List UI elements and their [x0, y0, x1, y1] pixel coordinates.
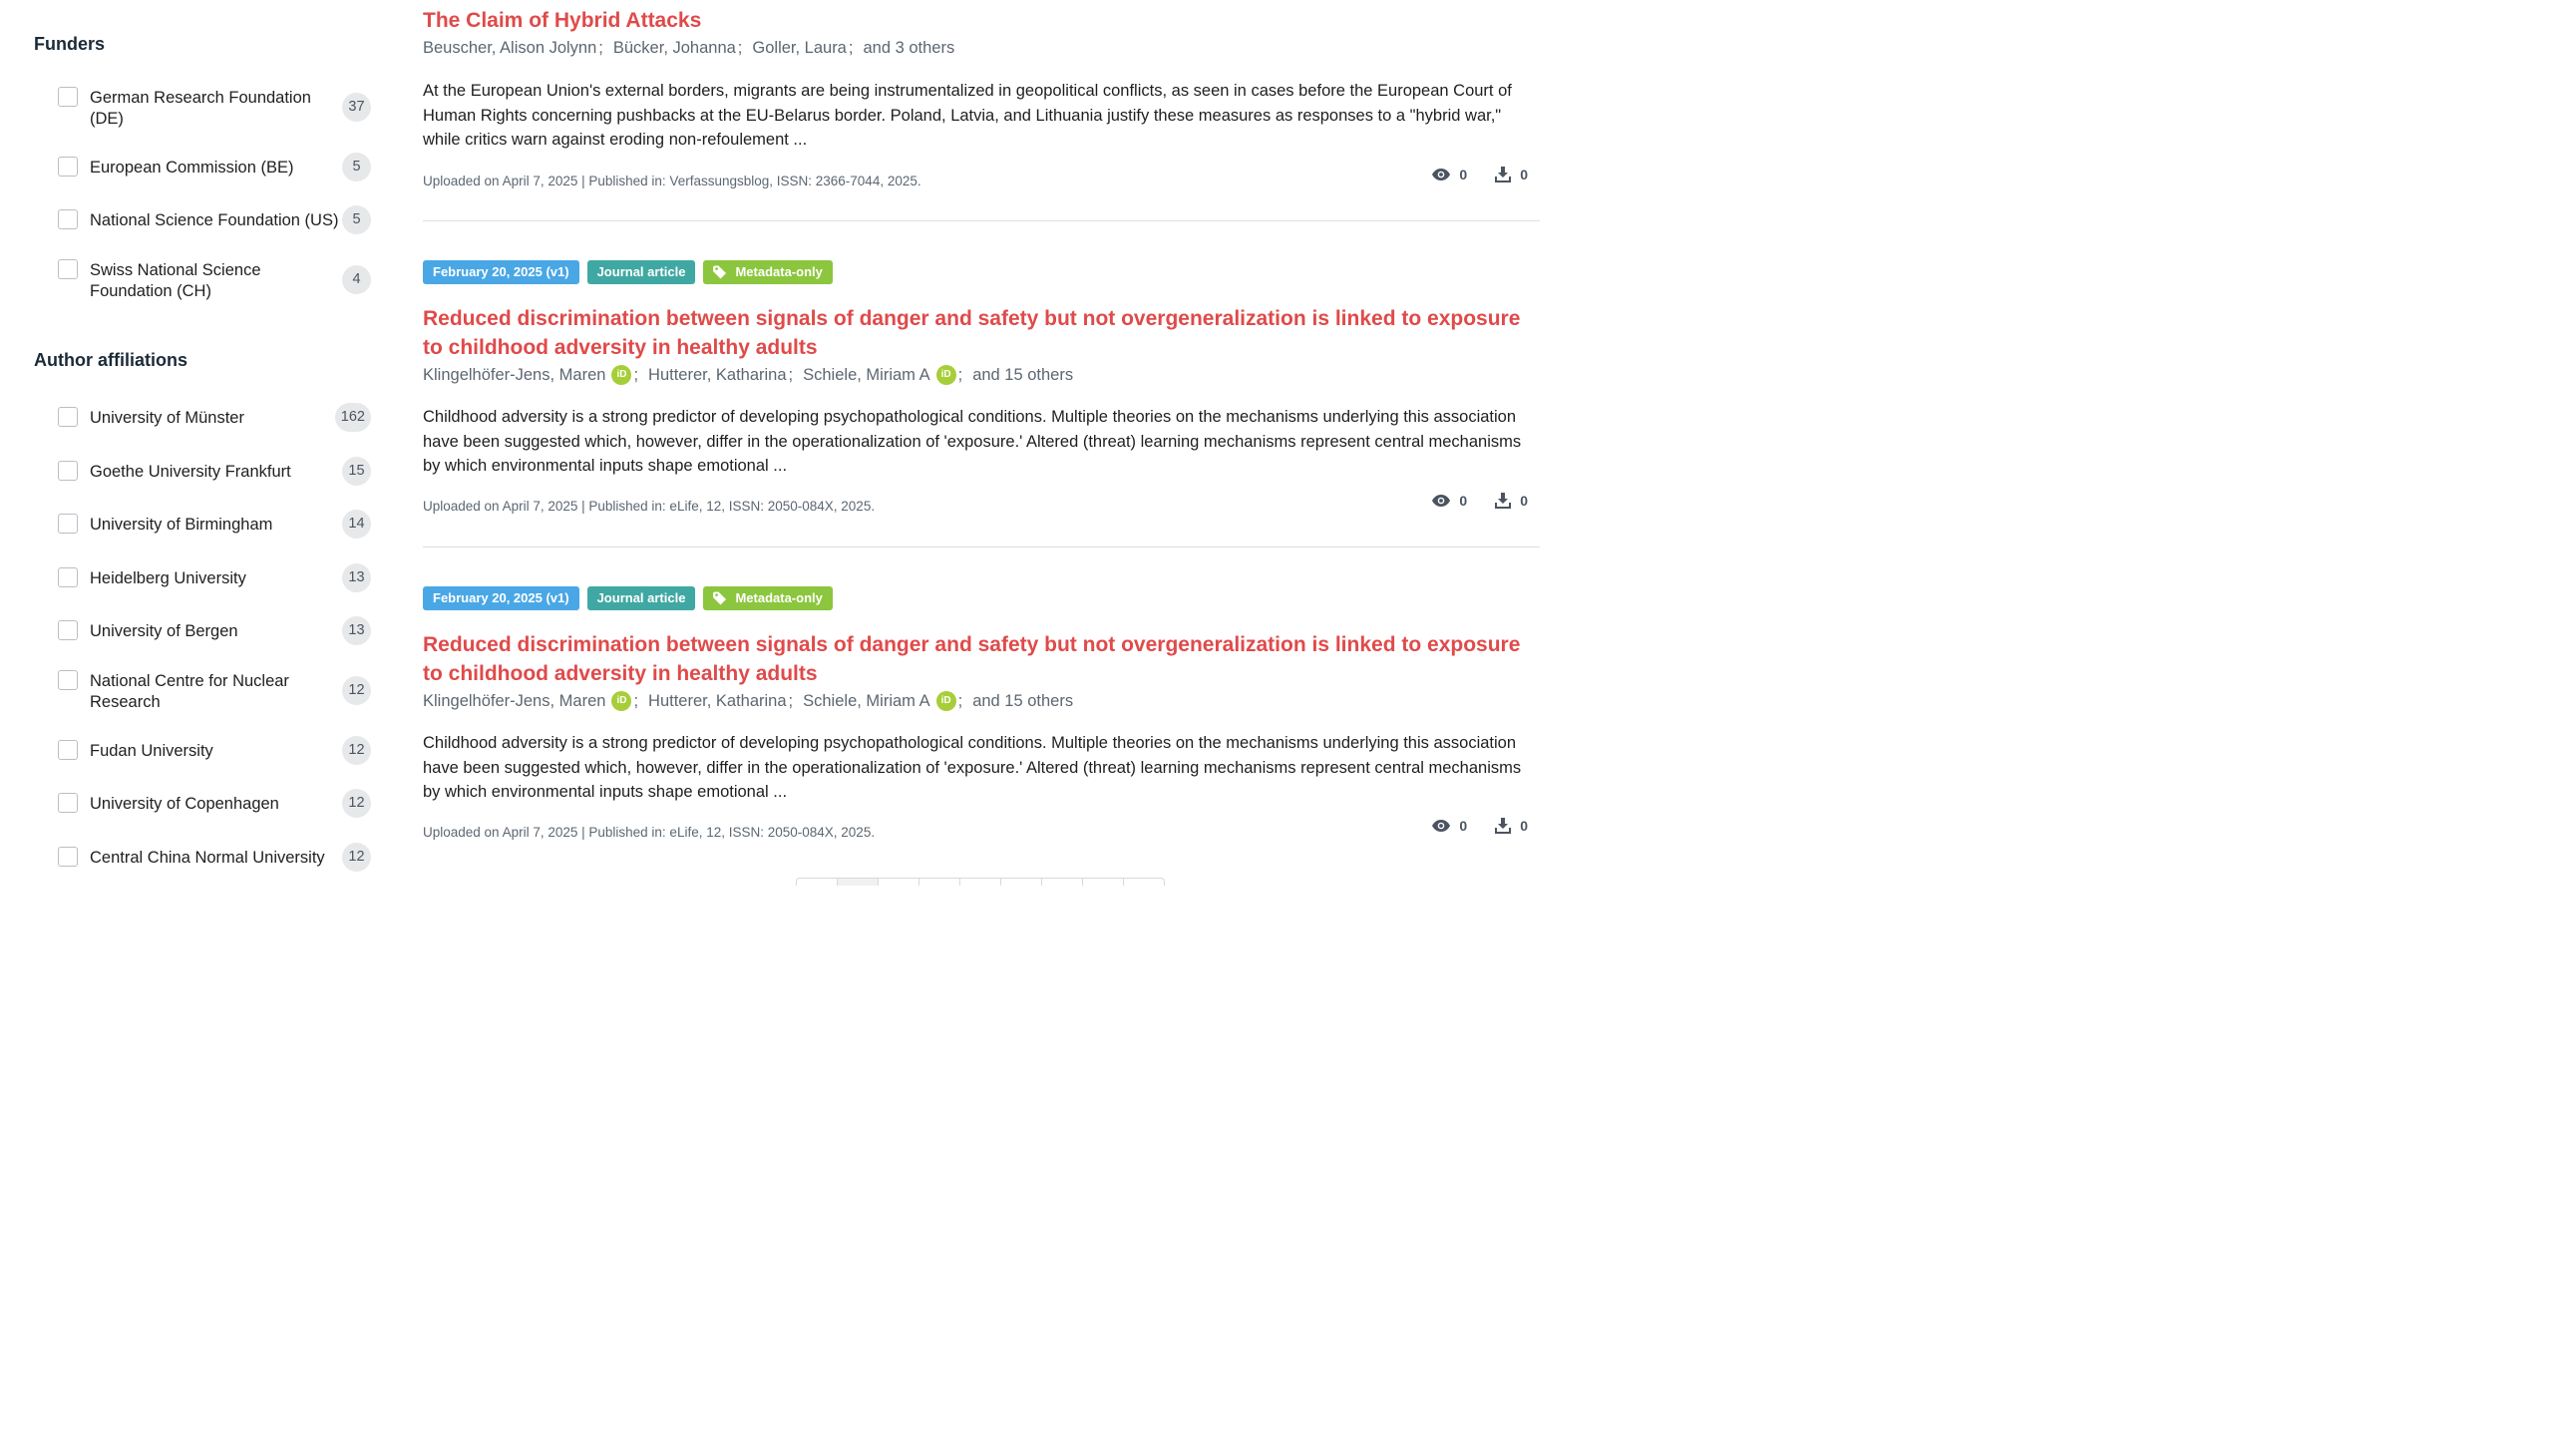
facet-label: University of Birmingham	[90, 516, 273, 534]
page-button[interactable]	[919, 879, 960, 886]
others-count: and 15 others	[972, 365, 1074, 384]
facet-label: German Research Foundation (DE)	[90, 89, 311, 128]
page-button[interactable]	[1083, 879, 1124, 886]
version-date-badge: February 20, 2025 (v1)	[423, 260, 579, 284]
resource-type-badge: Journal article	[587, 586, 696, 610]
checkbox[interactable]	[58, 620, 78, 640]
views-count: 0	[1459, 167, 1468, 182]
record-meta: Uploaded on April 7, 2025 | Published in: eLife, 12, ISSN: 2050-084X, 2025.	[423, 499, 876, 514]
creator-link[interactable]	[648, 366, 787, 385]
facet-label: University of Bergen	[90, 622, 238, 640]
separator: ;	[957, 365, 963, 384]
creator-name: Goller, Laura	[752, 39, 847, 57]
access-label: Metadata-only	[735, 264, 823, 279]
checkbox[interactable]	[58, 259, 78, 279]
separator: ;	[598, 39, 603, 57]
download-icon	[1495, 818, 1511, 834]
orcid-icon[interactable]: iD	[936, 365, 956, 385]
page-button[interactable]	[797, 879, 838, 886]
access-badge	[703, 586, 832, 610]
creator-link[interactable]	[803, 691, 955, 711]
checkbox[interactable]	[58, 567, 78, 587]
views-count: 0	[1459, 818, 1468, 834]
record-title-link[interactable]: Reduced discrimination between signals of danger and safety but not overgeneralization is linked to exposure to childhood adversity in healthy adults	[423, 307, 1521, 359]
facet-count-badge: 13	[342, 563, 371, 592]
version-date-badge: February 20, 2025 (v1)	[423, 586, 579, 610]
downloads-stat	[1495, 818, 1528, 834]
affiliations-heading: Author affiliations	[34, 350, 187, 370]
creator-link[interactable]	[423, 39, 596, 58]
facet-count-badge: 14	[342, 510, 371, 539]
divider	[423, 546, 1540, 547]
downloads-stat	[1495, 167, 1528, 182]
eye-icon	[1432, 820, 1450, 832]
creator-link[interactable]	[803, 365, 955, 385]
checkbox[interactable]	[58, 793, 78, 813]
page-button[interactable]	[879, 879, 919, 886]
facet-count-badge: 12	[342, 676, 371, 705]
creator-name: Klingelhöfer-Jens, Maren	[423, 691, 606, 710]
facet-count-badge: 162	[335, 403, 371, 432]
separator: ;	[957, 691, 963, 710]
creator-name: Schiele, Miriam A	[803, 365, 930, 384]
views-stat	[1432, 167, 1467, 182]
orcid-icon[interactable]: iD	[936, 691, 956, 711]
pagination	[796, 878, 1165, 886]
resource-type-badge: Journal article	[587, 260, 696, 284]
facet-count-badge: 13	[342, 616, 371, 645]
record-meta: Uploaded on April 7, 2025 | Published in: eLife, 12, ISSN: 2050-084X, 2025.	[423, 825, 876, 840]
record-description: Childhood adversity is a strong predictor of developing psychopathological conditions. Multiple theories on the mechanisms underlying this association have been suggested which, however, differ in the operationalization of 'exposure.' Altered (threat) learning mechanisms represent central mechanisms by which environmental inputs shape emotional ...	[423, 734, 1522, 801]
record-meta: Uploaded on April 7, 2025 | Published in: Verfassungsblog, ISSN: 2366-7044, 2025.	[423, 174, 921, 188]
facet-count-badge: 4	[342, 265, 371, 294]
access-label: Metadata-only	[735, 590, 823, 605]
record-title-link[interactable]: The Claim of Hybrid Attacks	[423, 9, 702, 32]
checkbox[interactable]	[58, 740, 78, 760]
page-button[interactable]	[1124, 879, 1164, 886]
record-stats	[1432, 493, 1528, 509]
download-icon	[1495, 167, 1511, 182]
facet-label: Heidelberg University	[90, 569, 246, 587]
downloads-count: 0	[1520, 493, 1528, 509]
facet-label: European Commission (BE)	[90, 159, 294, 177]
facet-label: Fudan University	[90, 742, 213, 760]
facet-label: National Centre for Nuclear Research	[90, 672, 289, 711]
creator-name: Hutterer, Katharina	[648, 691, 787, 710]
others-count: and 3 others	[863, 39, 955, 57]
record-stats	[1432, 818, 1528, 834]
page-button[interactable]	[1042, 879, 1083, 886]
checkbox[interactable]	[58, 847, 78, 867]
creator-link[interactable]	[752, 39, 846, 58]
record-title-link[interactable]: Reduced discrimination between signals of danger and safety but not overgeneralization is linked to exposure to childhood adversity in healthy adults	[423, 633, 1521, 685]
download-icon	[1495, 493, 1511, 509]
record-labels	[423, 586, 833, 610]
facet-count-badge: 5	[342, 153, 371, 182]
facet-count-badge: 12	[342, 736, 371, 765]
facet-count-badge: 5	[342, 205, 371, 234]
views-stat	[1432, 493, 1467, 509]
checkbox[interactable]	[58, 209, 78, 229]
checkbox[interactable]	[58, 514, 78, 534]
record-description: Childhood adversity is a strong predictor of developing psychopathological conditions. Multiple theories on the mechanisms underlying this association have been suggested which, however, differ in the operationalization of 'exposure.' Altered (threat) learning mechanisms represent central mechanisms by which environmental inputs shape emotional ...	[423, 408, 1522, 475]
separator: ;	[633, 365, 639, 384]
downloads-count: 0	[1520, 818, 1528, 834]
facet-label: National Science Foundation (US)	[90, 211, 339, 229]
downloads-count: 0	[1520, 167, 1528, 182]
record-labels	[423, 260, 833, 284]
creators-list	[423, 39, 954, 58]
creator-name: Beuscher, Alison Jolynn	[423, 39, 597, 57]
facet-count-badge: 37	[342, 93, 371, 122]
facet-label: Central China Normal University	[90, 849, 325, 867]
page-button[interactable]	[838, 879, 879, 886]
creator-link[interactable]	[648, 692, 787, 711]
tag-icon	[713, 265, 727, 279]
facet-label: Goethe University Frankfurt	[90, 463, 291, 481]
facet-label: Swiss National Science Foundation (CH)	[90, 261, 261, 300]
creators-list	[423, 691, 1073, 711]
record-description: At the European Union's external borders, migrants are being instrumentalized in geopolitical conflicts, as seen in cases before the European Court of Human Rights concerning pushbacks at the EU-Belarus border. Poland, Latvia, and Lithuania justify these measures as responses to a "hybrid war," while critics warn against eroding non-refoulement ...	[423, 82, 1512, 149]
separator: ;	[848, 39, 854, 57]
checkbox[interactable]	[58, 670, 78, 690]
facet-label: University of Münster	[90, 409, 244, 427]
separator: ;	[788, 365, 794, 384]
creator-link[interactable]	[423, 691, 631, 711]
orcid-icon[interactable]: iD	[611, 691, 631, 711]
page-button[interactable]	[1001, 879, 1042, 886]
creator-name: Klingelhöfer-Jens, Maren	[423, 365, 606, 384]
creators-list	[423, 365, 1073, 385]
eye-icon	[1432, 169, 1450, 181]
creator-name: Schiele, Miriam A	[803, 691, 930, 710]
downloads-stat	[1495, 493, 1528, 509]
separator: ;	[737, 39, 743, 57]
creator-name: Hutterer, Katharina	[648, 365, 787, 384]
checkbox[interactable]	[58, 157, 78, 177]
access-badge	[703, 260, 832, 284]
tag-icon	[713, 591, 727, 605]
checkbox[interactable]	[58, 87, 78, 107]
divider	[423, 220, 1540, 221]
record-stats	[1432, 167, 1528, 182]
facet-count-badge: 15	[342, 457, 371, 486]
checkbox[interactable]	[58, 461, 78, 481]
creator-link[interactable]	[613, 39, 736, 58]
eye-icon	[1432, 495, 1450, 507]
separator: ;	[788, 691, 794, 710]
creator-link[interactable]	[423, 365, 631, 385]
orcid-icon[interactable]: iD	[611, 365, 631, 385]
separator: ;	[633, 691, 639, 710]
creator-name: Bücker, Johanna	[612, 39, 736, 57]
search-results	[423, 0, 1540, 886]
views-stat	[1432, 818, 1467, 834]
views-count: 0	[1459, 493, 1468, 509]
facets-sidebar	[0, 0, 399, 886]
facet-count-badge: 12	[342, 843, 371, 872]
checkbox[interactable]	[58, 407, 78, 427]
others-count: and 15 others	[972, 691, 1074, 710]
facet-count-badge: 12	[342, 789, 371, 818]
facet-label: University of Copenhagen	[90, 795, 279, 813]
page-button[interactable]	[960, 879, 1001, 886]
funders-heading: Funders	[34, 34, 106, 54]
